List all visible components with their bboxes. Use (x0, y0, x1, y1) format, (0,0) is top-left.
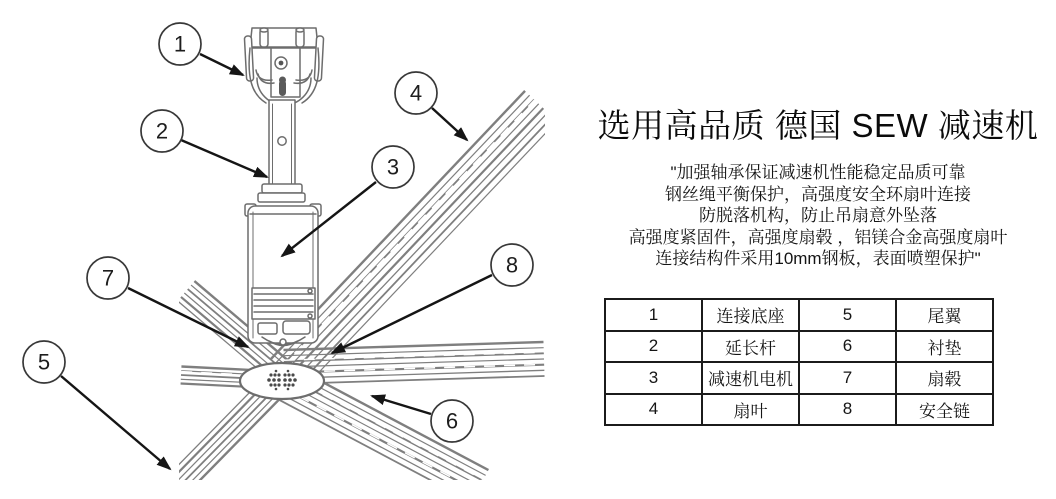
callout-7 (87, 257, 129, 299)
mounting-base-bracket (244, 28, 323, 105)
table-row (605, 299, 993, 331)
table-row (605, 394, 993, 426)
callout-7-label: 7 (101, 265, 115, 291)
arrow-to-part-4 (432, 108, 467, 140)
description-line: 防脱落机构，防止吊扇意外坠落 (699, 206, 937, 225)
arrow-to-part-5 (61, 376, 170, 469)
table-row (605, 331, 993, 363)
description-line: 高强度紧固件，高强度扇毂 ，铝镁合金高强度扇叶 (628, 227, 1008, 247)
description-line: 连接结构件采用10mm钢板，表面喷塑保护" (655, 249, 981, 268)
callout-8 (491, 244, 533, 286)
part-number: 7 (799, 362, 896, 394)
part-number: 4 (605, 394, 702, 426)
description-line: "加强轴承保证减速机性能稳定品质可靠 (670, 163, 966, 182)
part-name: 尾翼 (896, 299, 993, 331)
callout-5-label: 5 (37, 349, 51, 375)
description-line: 钢丝绳平衡保护，高强度安全环扇叶连接 (665, 184, 971, 204)
part-number: 5 (799, 299, 896, 331)
table-row (605, 362, 993, 394)
part-number: 6 (799, 331, 896, 363)
part-name: 安全链 (896, 394, 993, 426)
part-number: 1 (605, 299, 702, 331)
description-text (580, 162, 1056, 270)
callout-6 (431, 400, 473, 442)
part-number: 2 (605, 331, 702, 363)
callout-5 (23, 341, 65, 383)
part-number: 3 (605, 362, 702, 394)
part-number: 8 (799, 394, 896, 426)
callout-3 (372, 146, 414, 188)
page-title: 选用高品质 德国 SEW 减速机 (597, 107, 1039, 144)
part-name: 连接底座 (702, 299, 799, 331)
info-panel (580, 0, 1056, 499)
callout-8-label: 8 (505, 252, 519, 278)
fan-blades (170, 91, 557, 499)
parts-table (604, 298, 994, 426)
arrow-to-part-2 (181, 140, 267, 177)
part-name: 扇叶 (702, 394, 799, 426)
part-name: 减速机电机 (702, 362, 799, 394)
callout-2 (141, 110, 183, 152)
callout-1-label: 1 (173, 31, 187, 57)
callout-3-label: 3 (386, 154, 400, 180)
arrow-to-part-6 (372, 396, 431, 414)
callout-6-label: 6 (445, 408, 459, 434)
callout-4-label: 4 (409, 80, 423, 106)
arrow-to-part-1 (200, 54, 243, 75)
fan-hub (240, 363, 324, 399)
part-name: 衬垫 (896, 331, 993, 363)
extension-rod (258, 100, 305, 202)
callout-4 (395, 72, 437, 114)
callout-2-label: 2 (155, 118, 169, 144)
part-name: 延长杆 (702, 331, 799, 363)
part-name: 扇毂 (896, 362, 993, 394)
gear-motor (245, 204, 321, 346)
callout-1 (159, 23, 201, 65)
